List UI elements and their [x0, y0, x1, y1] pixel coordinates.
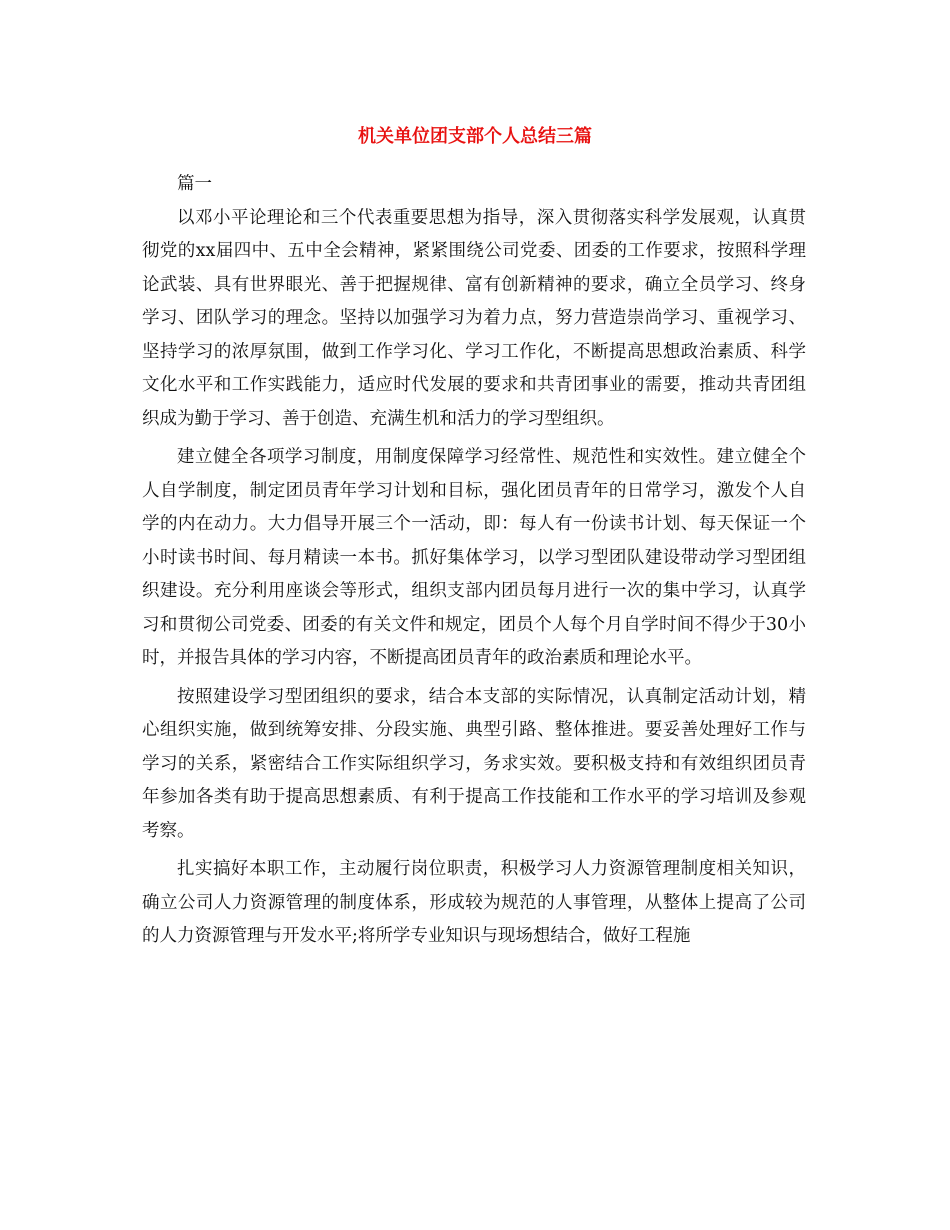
document-title: 机关单位团支部个人总结三篇 — [358, 126, 592, 147]
body-paragraph: 以邓小平论理论和三个代表重要思想为指导，深入贯彻落实科学发展观，认真贯彻党的xx届四中、五中全会精神，紧紧围绕公司党委、团委的工作要求，按照科学理论武装、具有世界眼光、善于把握规律、富有创新精神的要求，确立全员学习、终身学习、团队学习的理念。坚持以加强学习为着力点，努力营造崇尚学习、重视学习、坚持学习的浓厚氛围，做到工作学习化、学习工作化，不断提高思想政治素质、科学文化水平和工作实践能力，适应时代发展的要求和共青团事业的需要，推动共青团组织成为勤于学习、善于创造、充满生机和活力的学习型组织。 — [142, 207, 806, 429]
document-body — [142, 168, 806, 954]
body-paragraph: 扎实搞好本职工作，主动履行岗位职责，积极学习人力资源管理制度相关知识，确立公司人力资源管理的制度体系，形成较为规范的人事管理，从整体上提高了公司的人力资源管理与开发水平;将所学专业知识与现场想结合，做好工程施 — [142, 859, 806, 946]
body-paragraph: 建立健全各项学习制度，用制度保障学习经常性、规范性和实效性。建立健全个人自学制度，制定团员青年学习计划和目标，强化团员青年的日常学习，激发个人自学的内在动力。大力倡导开展三个一活动，即：每人有一份读书计划、每天保证一个小时读书时间、每月精读一本书。抓好集体学习，以学习型团队建设带动学习型团组织建设。充分利用座谈会等形式，组织支部内团员每月进行一次的集中学习，认真学习和贯彻公司党委、团委的有关文件和规定，团员个人每个月自学时间不得少于30小时，并报告具体的学习内容，不断提高团员青年的政治素质和理论水平。 — [142, 447, 806, 668]
body-paragraph: 按照建设学习型团组织的要求，结合本支部的实际情况，认真制定活动计划，精心组织实施，做到统筹安排、分段实施、典型引路、整体推进。要妥善处理好工作与学习的关系，紧密结合工作实际组织学习，务求实效。要积极支持和有效组织团员青年参加各类有助于提高思想素质、有利于提高工作技能和工作水平的学习培训及参观考察。 — [142, 686, 806, 841]
section-heading: 篇一 — [177, 174, 212, 194]
